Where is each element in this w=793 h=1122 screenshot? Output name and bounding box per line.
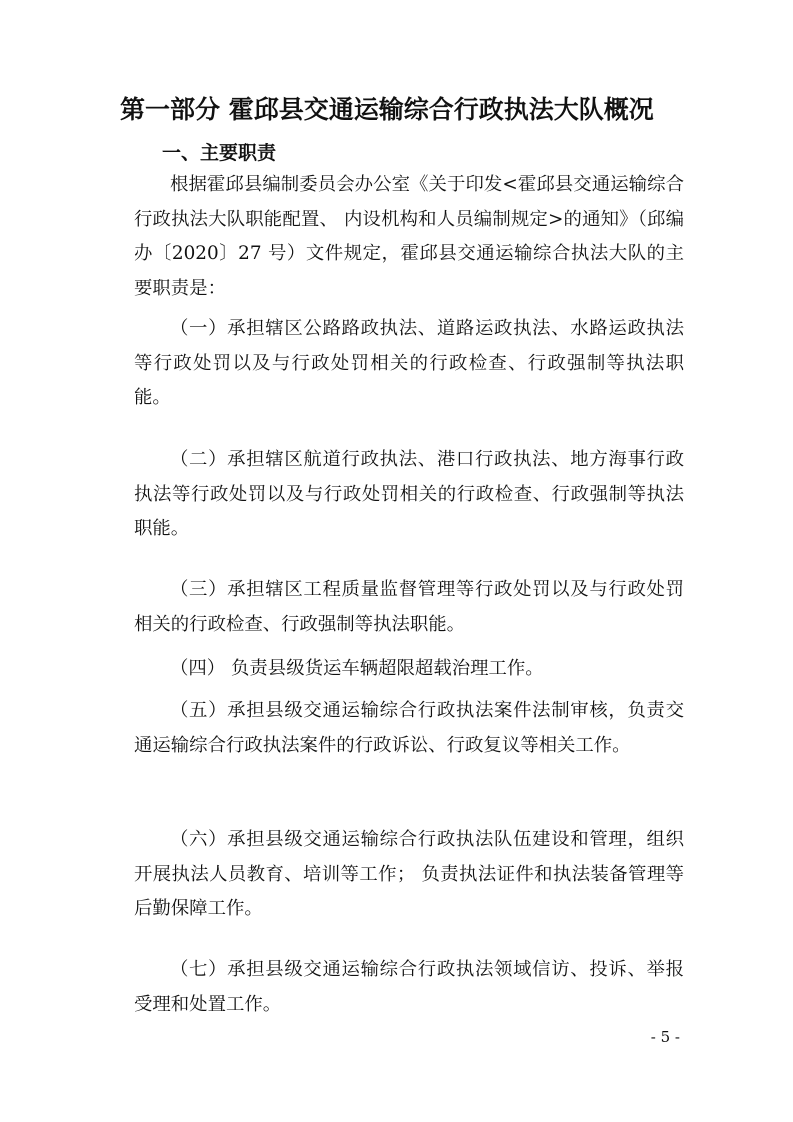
duty-item-7: （七）承担县级交通运输综合行政执法领域信访、投诉、举报受理和处置工作。	[134, 959, 684, 1015]
duty-item-1: （一）承担辖区公路路政执法、道路运政执法、水路运政执法等行政处罚以及与行政处罚相关的行政检查、行政强制等执法职能。	[134, 318, 684, 408]
duty-item-5: （五）承担县级交通运输综合行政执法案件法制审核，负责交通运输综合行政执法案件的行政诉讼、行政复议等相关工作。	[134, 700, 684, 756]
page-title: 第一部分 霍邱县交通运输综合行政执法大队概况	[120, 95, 654, 124]
intro-paragraph: 根据霍邱县编制委员会办公室《关于印发<霍邱县交通运输综合行政执法大队职能配置、 内设机构和人员编制规定>的通知》（邱编办〔2020〕27 号）文件规定，霍邱县交通运输综合执法大队的主要职责是：	[134, 174, 684, 299]
duty-item-6: （六）承担县级交通运输综合行政执法队伍建设和管理，组织开展执法人员教育、培训等工作； 负责执法证件和执法装备管理等后勤保障工作。	[134, 829, 684, 919]
page-number: - 5 -	[650, 1028, 680, 1046]
duty-item-4: （四） 负责县级货运车辆超限超载治理工作。	[170, 658, 544, 679]
section-heading: 一、主要职责	[162, 142, 277, 164]
duty-item-2: （二）承担辖区航道行政执法、港口行政执法、地方海事行政执法等行政处罚以及与行政处罚相关的行政检查、行政强制等执法职能。	[134, 449, 684, 539]
duty-item-3: （三）承担辖区工程质量监督管理等行政处罚以及与行政处罚相关的行政检查、行政强制等执法职能。	[134, 579, 684, 635]
